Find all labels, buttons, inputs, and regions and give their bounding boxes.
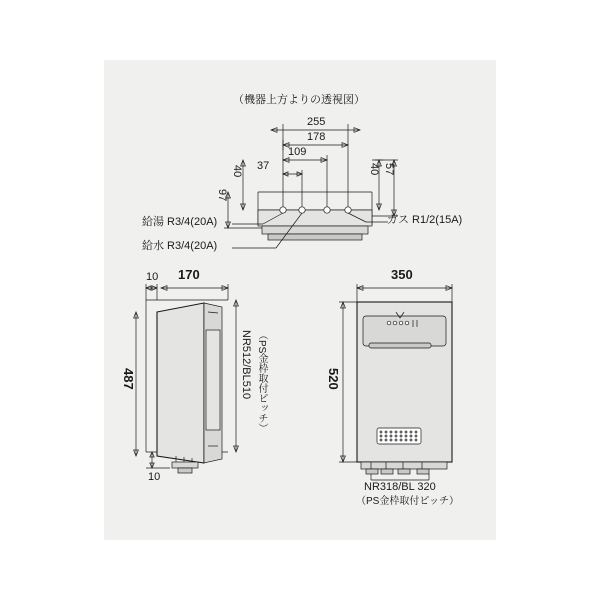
callout-hot-water: 給湯 R3/4(20A) (142, 216, 218, 228)
dim-front-350: 350 (391, 267, 413, 282)
dim-37: 37 (257, 160, 270, 172)
front-pitch-sublabel: （PS金枠取付ピッチ） (356, 496, 459, 507)
dim-57: 57 (383, 163, 395, 176)
dim-side-10-top: 10 (146, 271, 159, 283)
front-pitch-label: NR318/BL 320 (364, 481, 436, 493)
dim-40-left: 40 (231, 165, 243, 178)
dim-side-487: 487 (121, 368, 136, 390)
dim-40-right: 40 (368, 163, 380, 176)
dim-109: 109 (288, 146, 307, 158)
top-view-title: （機器上方よりの透視図） (233, 94, 365, 106)
dim-side-10-bottom: 10 (148, 471, 161, 483)
callout-water-supply: 給水 R3/4(20A) (142, 240, 218, 252)
dim-front-520: 520 (326, 368, 341, 390)
callout-gas: ガス R1/2(15A) (387, 214, 463, 226)
side-pitch-label: NR512/BL510 (240, 330, 252, 400)
side-pitch-sublabel: （PS金枠取付ピッチ） (256, 330, 267, 434)
dim-255: 255 (307, 116, 326, 128)
dim-178: 178 (307, 131, 326, 143)
dim-97: 97 (216, 189, 228, 202)
dim-side-170: 170 (178, 267, 200, 282)
